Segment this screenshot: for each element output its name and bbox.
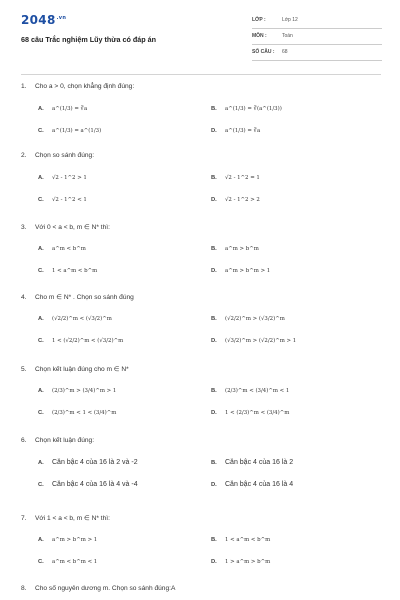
option-text: (2/3)^m < (3/4)^m < 1: [225, 388, 290, 394]
option-text: 1 < (√2/2)^m < (√3/2)^m: [52, 338, 124, 344]
option-text: 1 > a^m > b^m: [225, 559, 271, 565]
option-text: (2/3)^m < 1 < (3/4)^m: [52, 410, 117, 416]
option-key: B.: [211, 175, 217, 181]
option-d[interactable]: [211, 127, 260, 134]
option-c[interactable]: [38, 481, 138, 488]
question-title: [21, 223, 110, 231]
option-key: B.: [211, 106, 217, 112]
option-text: √2 - 1^2 = 1: [225, 175, 260, 181]
option-key: A.: [38, 537, 44, 543]
option-key: B.: [211, 388, 217, 394]
option-c[interactable]: [38, 196, 87, 203]
option-key: D.: [211, 559, 217, 565]
option-b[interactable]: [211, 105, 282, 112]
option-key: D.: [211, 128, 217, 134]
meta-subject-value: Toán: [282, 33, 293, 39]
question-text: Chọn kết luận đúng:: [35, 437, 95, 444]
option-key: C.: [38, 410, 44, 416]
option-text: √2 - 1^2 > 1: [52, 175, 87, 181]
option-key: C.: [38, 482, 44, 488]
option-text: a^(1/3) = ∛(a^(1/3)): [225, 106, 282, 112]
option-text: 1 < (2/3)^m < (3/4)^m: [225, 410, 290, 416]
question-number: 1.: [21, 83, 27, 90]
question-text: Chọn kết luận đúng cho m ∈ N*: [35, 366, 129, 373]
question-text: Chọn so sánh đúng:: [35, 152, 95, 159]
question-number: 2.: [21, 152, 27, 159]
option-key: D.: [211, 197, 217, 203]
question-text: Cho số nguyên dương m. Chọn so sánh đúng:A: [35, 585, 176, 592]
question-number: 7.: [21, 515, 27, 522]
option-a[interactable]: [38, 536, 97, 543]
option-text: (√3/2)^m > (√2/2)^m > 1: [225, 338, 297, 344]
option-key: D.: [211, 482, 217, 488]
option-d[interactable]: [211, 558, 270, 565]
option-key: D.: [211, 268, 217, 274]
option-a[interactable]: [38, 315, 112, 322]
option-key: A.: [38, 388, 44, 394]
option-text: Căn bậc 4 của 16 là 4: [225, 481, 294, 488]
question-title: [21, 585, 175, 592]
option-text: Căn bậc 4 của 16 là 4 và -4: [52, 481, 138, 488]
option-a[interactable]: [38, 387, 116, 394]
logo-text: 2048: [21, 13, 56, 27]
option-text: √2 - 1^2 < 1: [52, 197, 87, 203]
option-text: a^(1/3) = ∛a: [225, 128, 261, 134]
option-c[interactable]: [38, 127, 101, 134]
option-text: a^(1/3) = ∛a: [52, 106, 88, 112]
option-key: C.: [38, 268, 44, 274]
option-key: A.: [38, 316, 44, 322]
option-a[interactable]: [38, 459, 138, 466]
option-b[interactable]: [211, 459, 293, 466]
option-key: A.: [38, 246, 44, 252]
option-a[interactable]: [38, 245, 86, 252]
meta-count-row: [252, 46, 382, 61]
option-text: a^m < b^m: [52, 246, 86, 252]
meta-class-label: LỚP :: [252, 17, 266, 23]
meta-subject-row: [252, 30, 382, 45]
option-text: (√2/2)^m > (√3/2)^m: [225, 316, 285, 322]
header-divider: [21, 74, 381, 75]
option-text: a^m > b^m > 1: [52, 537, 98, 543]
option-key: C.: [38, 559, 44, 565]
option-b[interactable]: [211, 245, 259, 252]
option-d[interactable]: [211, 196, 260, 203]
option-text: √2 - 1^2 > 2: [225, 197, 260, 203]
option-text: a^m > b^m: [225, 246, 259, 252]
option-d[interactable]: [211, 267, 270, 274]
question-text: Cho a > 0, chọn khẳng định đúng:: [35, 83, 135, 90]
meta-count-label: SỐ CÂU :: [252, 49, 275, 55]
option-text: a^m < b^m < 1: [52, 559, 98, 565]
option-text: (√2/2)^m < (√3/2)^m: [52, 316, 112, 322]
option-key: C.: [38, 338, 44, 344]
option-key: A.: [38, 460, 44, 466]
option-text: 1 < a^m < b^m: [52, 268, 98, 274]
option-d[interactable]: [211, 481, 293, 488]
option-key: D.: [211, 410, 217, 416]
option-c[interactable]: [38, 409, 116, 416]
option-text: a^m > b^m > 1: [225, 268, 271, 274]
option-key: D.: [211, 338, 217, 344]
question-title: [21, 514, 110, 522]
question-number: 3.: [21, 224, 27, 231]
question-number: 4.: [21, 294, 27, 301]
option-text: a^(1/3) = a^(1/3): [52, 128, 102, 134]
option-key: B.: [211, 460, 217, 466]
option-key: A.: [38, 106, 44, 112]
question-text: Với 0 < a < b, m ∈ N* thì:: [35, 224, 110, 231]
option-b[interactable]: [211, 315, 285, 322]
option-text: Căn bậc 4 của 16 là 2 và -2: [52, 459, 138, 466]
option-text: (2/3)^m > (3/4)^m > 1: [52, 388, 117, 394]
document-title: 68 câu Trắc nghiệm Lũy thừa có đáp án: [21, 35, 157, 44]
option-text: Căn bậc 4 của 16 là 2: [225, 459, 294, 466]
question-title: [21, 293, 134, 301]
option-c[interactable]: [38, 267, 97, 274]
option-key: B.: [211, 246, 217, 252]
question-title: [21, 152, 94, 159]
option-key: C.: [38, 128, 44, 134]
question-number: 8.: [21, 585, 27, 592]
option-c[interactable]: [38, 558, 97, 565]
option-key: B.: [211, 316, 217, 322]
meta-class-value: Lớp 12: [282, 17, 298, 23]
option-d[interactable]: [211, 409, 289, 416]
meta-class-row: [252, 14, 382, 29]
question-title: [21, 437, 94, 444]
site-logo[interactable]: [21, 13, 66, 27]
option-a[interactable]: [38, 174, 87, 181]
option-key: A.: [38, 175, 44, 181]
option-b[interactable]: [211, 174, 260, 181]
meta-count-value: 68: [282, 49, 288, 55]
logo-suffix: .vn: [56, 15, 67, 21]
question-title: [21, 365, 129, 373]
question-number: 5.: [21, 366, 27, 373]
meta-subject-label: MÔN :: [252, 33, 267, 39]
question-number: 6.: [21, 437, 27, 444]
option-text: 1 < a^m < b^m: [225, 537, 271, 543]
option-c[interactable]: [38, 337, 123, 344]
document-header: [0, 0, 400, 72]
option-a[interactable]: [38, 105, 87, 112]
option-d[interactable]: [211, 337, 296, 344]
question-text: Với 1 < a < b, m ∈ N* thì:: [35, 515, 110, 522]
question-title: [21, 83, 134, 90]
question-text: Cho m ∈ N* . Chọn so sánh đúng: [35, 294, 134, 301]
option-b[interactable]: [211, 536, 270, 543]
option-key: B.: [211, 537, 217, 543]
option-b[interactable]: [211, 387, 289, 394]
option-key: C.: [38, 197, 44, 203]
